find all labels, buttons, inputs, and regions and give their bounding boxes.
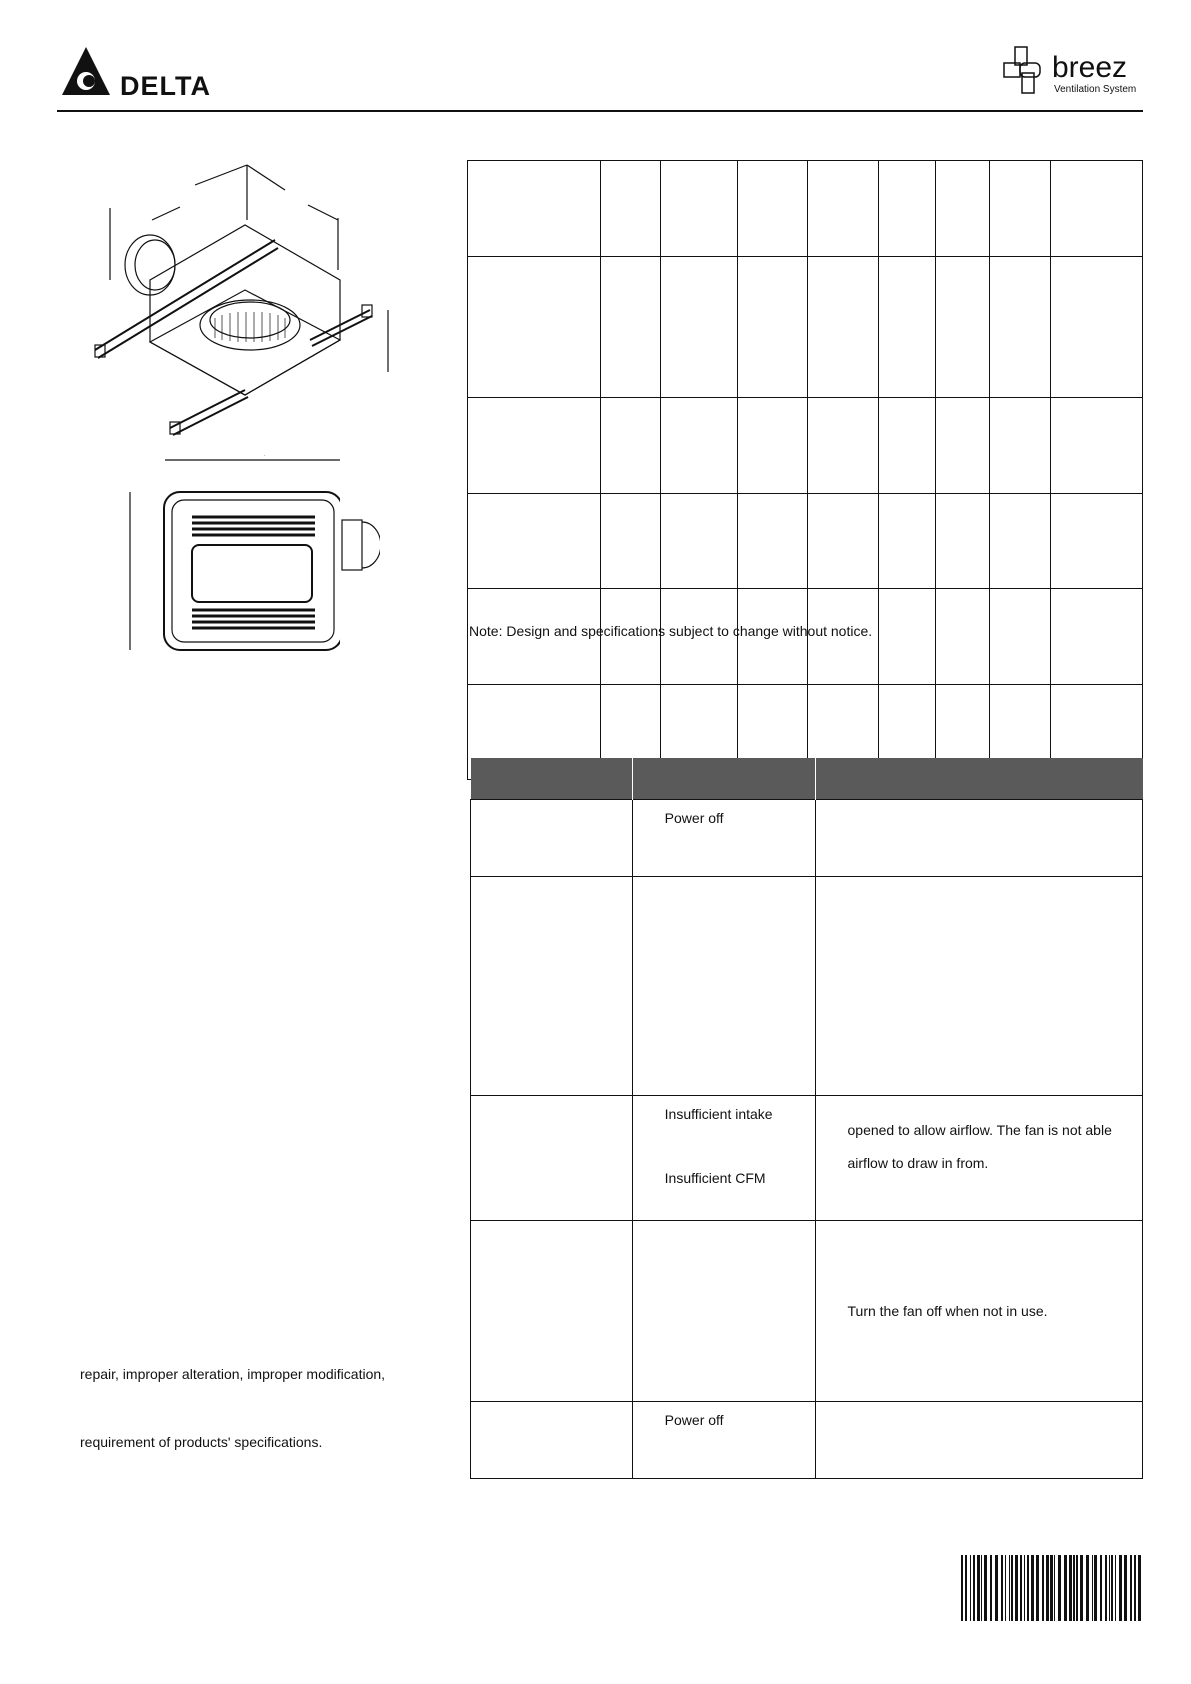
cause-text: Insufficient intake bbox=[664, 1105, 773, 1122]
table-row bbox=[471, 1220, 1143, 1401]
fan-isometric-drawing bbox=[90, 150, 430, 450]
table-row bbox=[471, 1095, 1143, 1220]
cause-text: Power off bbox=[664, 809, 724, 826]
svg-text:Ventilation System: Ventilation System bbox=[1054, 84, 1137, 95]
barcode-bar bbox=[1115, 1555, 1116, 1621]
barcode-bar bbox=[1138, 1555, 1141, 1621]
cause-text: Insufficient CFM bbox=[664, 1169, 766, 1186]
barcode-bar bbox=[1011, 1555, 1013, 1621]
barcode-bar bbox=[1092, 1555, 1093, 1621]
warranty-text-line: requirement of products' specifications. bbox=[80, 1434, 323, 1450]
specification-table bbox=[467, 160, 1143, 780]
breez-wordmark: breez bbox=[1052, 51, 1128, 84]
table-row bbox=[468, 161, 1143, 257]
troubleshooting-table bbox=[470, 758, 1143, 1479]
table-row bbox=[468, 257, 1143, 398]
cause-text: Power off bbox=[664, 1411, 724, 1428]
solution-text: opened to allow airflow. The fan is not able bbox=[847, 1121, 1112, 1138]
barcode-bar bbox=[1111, 1555, 1113, 1621]
barcode-bar bbox=[1054, 1555, 1055, 1621]
barcode-bar bbox=[1086, 1555, 1089, 1621]
barcode-bar bbox=[990, 1555, 992, 1621]
barcode-bar bbox=[977, 1555, 980, 1621]
barcode-bar bbox=[1119, 1555, 1122, 1621]
spec-note: Note: Design and specifications subject to change without notice. bbox=[469, 623, 873, 639]
table-header-row bbox=[471, 758, 1143, 799]
barcode-bar bbox=[1042, 1555, 1044, 1621]
barcode-bar bbox=[1130, 1555, 1132, 1621]
barcode-bar bbox=[1058, 1555, 1061, 1621]
barcode-bar bbox=[965, 1555, 967, 1621]
barcode-bar bbox=[995, 1555, 998, 1621]
barcode-bar bbox=[970, 1555, 971, 1621]
table-row bbox=[471, 799, 1143, 876]
barcode-bar bbox=[1005, 1555, 1006, 1621]
barcode-bar bbox=[1020, 1555, 1022, 1621]
breez-logo bbox=[1000, 45, 1145, 102]
barcode-bar bbox=[1050, 1555, 1053, 1621]
barcode-bar bbox=[1094, 1555, 1097, 1621]
barcode bbox=[961, 1555, 1143, 1621]
table-row bbox=[471, 1401, 1143, 1478]
barcode-bar bbox=[973, 1555, 975, 1621]
barcode-bar bbox=[1069, 1555, 1072, 1621]
barcode-bar bbox=[981, 1555, 982, 1621]
barcode-bar bbox=[1073, 1555, 1075, 1621]
barcode-bar bbox=[1015, 1555, 1018, 1621]
barcode-bar bbox=[1105, 1555, 1107, 1621]
barcode-bar bbox=[1031, 1555, 1034, 1621]
table-row bbox=[468, 494, 1143, 589]
barcode-bar bbox=[1009, 1555, 1010, 1621]
warranty-text-line: repair, improper alteration, improper modification, bbox=[80, 1366, 386, 1382]
solution-text: Turn the fan off when not in use. bbox=[847, 1302, 1048, 1319]
delta-logo bbox=[60, 45, 225, 102]
barcode-bar bbox=[1036, 1555, 1039, 1621]
svg-text:DELTA: DELTA bbox=[120, 71, 211, 97]
barcode-bar bbox=[1076, 1555, 1078, 1621]
table-row bbox=[471, 876, 1143, 1095]
barcode-bar bbox=[1027, 1555, 1029, 1621]
barcode-bar bbox=[1064, 1555, 1067, 1621]
header-rule bbox=[57, 110, 1143, 112]
solution-text: airflow to draw in from. bbox=[847, 1154, 989, 1171]
barcode-bar bbox=[1024, 1555, 1025, 1621]
barcode-bar bbox=[961, 1555, 963, 1621]
table-row bbox=[468, 398, 1143, 494]
barcode-bar bbox=[984, 1555, 987, 1621]
barcode-bar bbox=[1124, 1555, 1127, 1621]
barcode-bar bbox=[1001, 1555, 1003, 1621]
fan-side-connector bbox=[340, 510, 380, 580]
barcode-bar bbox=[1080, 1555, 1083, 1621]
fan-front-view-drawing bbox=[120, 455, 340, 655]
barcode-bar bbox=[1134, 1555, 1136, 1621]
barcode-bar bbox=[1046, 1555, 1049, 1621]
barcode-bar bbox=[1109, 1555, 1110, 1621]
barcode-bar bbox=[1100, 1555, 1102, 1621]
